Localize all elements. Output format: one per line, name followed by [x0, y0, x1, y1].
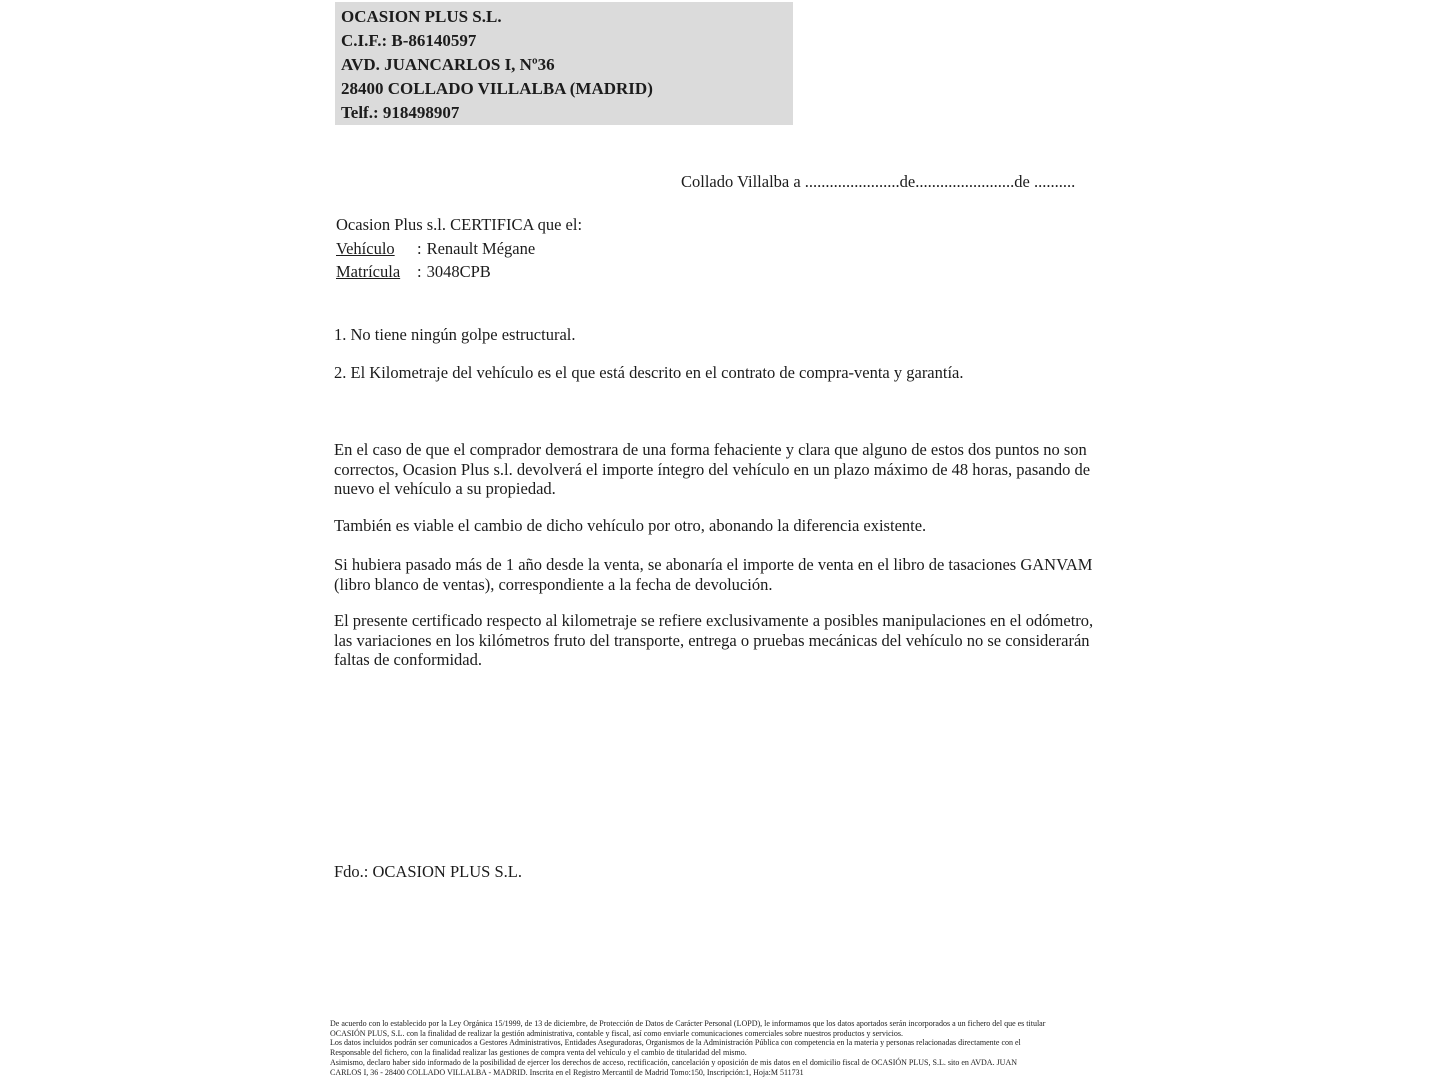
- vehicle-field: [336, 237, 582, 261]
- numbered-point-mileage: 2. El Kilometraje del vehículo es el que está descrito en el contrato de compra-venta y garantía.: [334, 363, 964, 382]
- paragraph-ganvam-valuation: Si hubiera pasado más de 1 año desde la venta, se abonaría el importe de venta en el libro de tasaciones GANVAM (libro blanco de ventas), correspondiente a la fecha de devolución.: [334, 555, 1093, 594]
- legal-footer-line-2: OCASIÓN PLUS, S.L. con la finalidad de realizar la gestión administrativa, contable y fiscal, así como enviarle comunicaciones comerciales sobre nuestros productos y servicios.: [330, 1028, 903, 1038]
- legal-footer-line-1: De acuerdo con lo establecido por la Ley Orgánica 15/1999, de 13 de diciembre, de Protección de Datos de Carácter Personal (LOPD), le informamos que los datos aportados serán incorporados a un fichero del que es titular: [330, 1019, 1046, 1028]
- plate-label: [336, 260, 417, 284]
- vehicle-value: Renault Mégane: [426, 238, 536, 258]
- legal-footer-line-5: Asimismo, declaro haber sido informado de la posibilidad de ejercer los derechos de acceso, rectificación, cancelación y oposición de mis datos en el domicilio fiscal de OCASIÓN PLUS, S.L. sito en AVDA. JUAN: [330, 1057, 1018, 1067]
- certification-intro: Ocasion Plus s.l. CERTIFICA que el:: [336, 215, 583, 234]
- plate-label-text: Matrícula: [336, 262, 401, 281]
- company-header-box: [335, 2, 793, 125]
- legal-footer-line-4: Responsable del fichero, con la finalidad realizar las gestiones de compra venta del vehículo y el cambio de titularidad del mismo.: [330, 1048, 747, 1058]
- vehicle-label: [336, 237, 417, 261]
- certification-block: [336, 213, 582, 284]
- plate-separator: :: [417, 262, 422, 281]
- vehicle-separator: :: [417, 238, 422, 258]
- plate-value: 3048CPB: [426, 262, 491, 281]
- company-phone: Telf.: 918498907: [341, 103, 460, 122]
- vehicle-label-text: Vehículo: [336, 238, 395, 258]
- paragraph-exchange-option: También es viable el cambio de dicho vehículo por otro, abonando la diferencia existente.: [334, 516, 927, 535]
- legal-footer: [330, 1019, 1110, 1077]
- paragraph-odometer-disclaimer: El presente certificado respecto al kilometraje se refiere exclusivamente a posibles manipulaciones en el odómetro, las variaciones en los kilómetros fruto del transporte, entrega o pruebas mecánicas del vehículo no se considerarán faltas de conformidad.: [334, 611, 1094, 669]
- paragraph-refund-terms: En el caso de que el comprador demostrara de una forma fehaciente y clara que alguno de estos dos puntos no son correctos, Ocasion Plus s.l. devolverá el importe íntegro del vehículo en un plazo máximo de 48 horas, pasando de nuevo el vehículo a su propiedad.: [334, 440, 1091, 498]
- legal-footer-line-3: Los datos incluidos podrán ser comunicados a Gestores Administrativos, Entidades Aseguradoras, Organismos de la Administración Pública con competencia en la materia y personas relacionadas directamente con el: [330, 1038, 1021, 1048]
- plate-field: [336, 260, 582, 284]
- date-line: Collado Villalba a .......................de........................de ..........: [681, 172, 1076, 191]
- company-postal-city: 28400 COLLADO VILLALBA (MADRID): [341, 79, 653, 98]
- company-cif: C.I.F.: B-86140597: [341, 31, 477, 50]
- signature-line: Fdo.: OCASION PLUS S.L.: [334, 862, 522, 881]
- legal-footer-line-6: CARLOS I, 36 - 28400 COLLADO VILLALBA - MADRID. Inscrita en el Registro Mercantil de Madrid Tomo:150, Inscripción:1, Hoja:M 511731: [330, 1067, 804, 1077]
- company-name: OCASION PLUS S.L.: [341, 7, 502, 26]
- company-address: AVD. JUANCARLOS I, Nº36: [341, 55, 555, 74]
- numbered-point-structural: 1. No tiene ningún golpe estructural.: [334, 325, 576, 344]
